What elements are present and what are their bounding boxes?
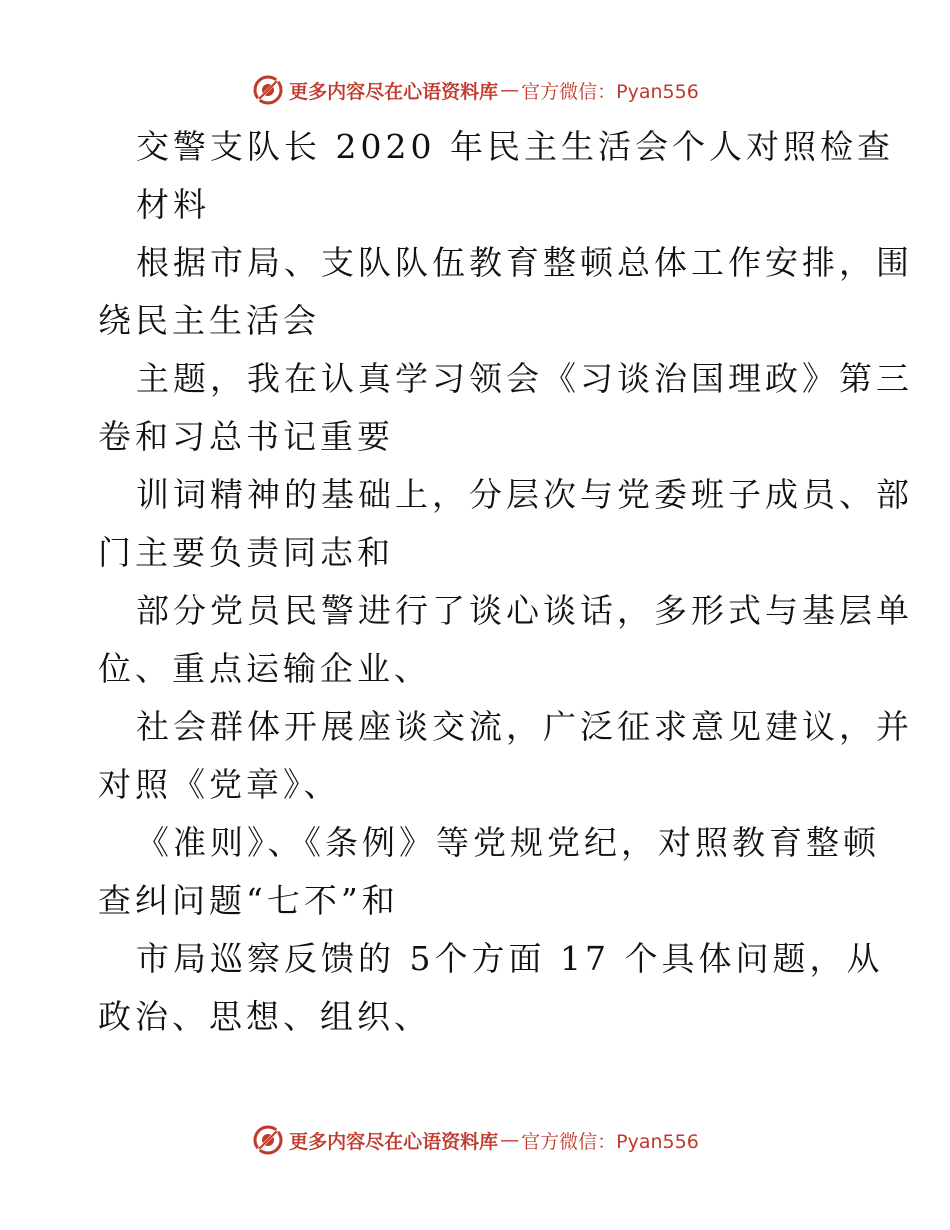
document-line: 根据市局、支队队伍教育整顿总体工作安排，围 [136,243,913,282]
header-dash: — [500,79,520,101]
header-brand: 更多内容尽在心语资料库 [289,80,499,103]
header-banner [0,70,950,110]
document-line: 训词精神的基础上，分层次与党委班子成员、部 [136,475,913,514]
document-line: 材料 [136,185,210,224]
document-body [98,118,913,1046]
document-line: 交警支队长 2020 年民主生活会个人对照检查 [136,127,894,166]
document-line: 对照《党章》、 [98,765,341,804]
header-wechat: 官方微信：Pyan556 [521,80,699,103]
footer-brand: 更多内容尽在心语资料库 [289,1130,499,1153]
document-line: 主题，我在认真学习领会《习谈治国理政》第三 [136,359,913,398]
document-line: 市局巡察反馈的 5个方面 17 个具体问题，从 [136,939,884,978]
document-line: 《准则》、《条例》等党规党纪，对照教育整顿 [136,823,880,862]
library-logo-icon [251,73,285,107]
document-line: 绕民主生活会 [98,301,320,340]
document-line: 社会群体开展座谈交流，广泛征求意见建议，并 [136,707,913,746]
document-line: 门主要负责同志和 [98,533,394,572]
document-line: 位、重点运输企业、 [98,649,431,688]
document-line: 查纠问题“七不”和 [98,881,399,920]
library-logo-icon [251,1123,285,1157]
footer-dash: — [500,1129,520,1151]
document-line: 卷和习总书记重要 [98,417,394,456]
footer-banner [0,1120,950,1160]
document-line: 政治、思想、组织、 [98,997,431,1036]
document-line: 部分党员民警进行了谈心谈话，多形式与基层单 [136,591,913,630]
footer-wechat: 官方微信：Pyan556 [521,1130,699,1153]
